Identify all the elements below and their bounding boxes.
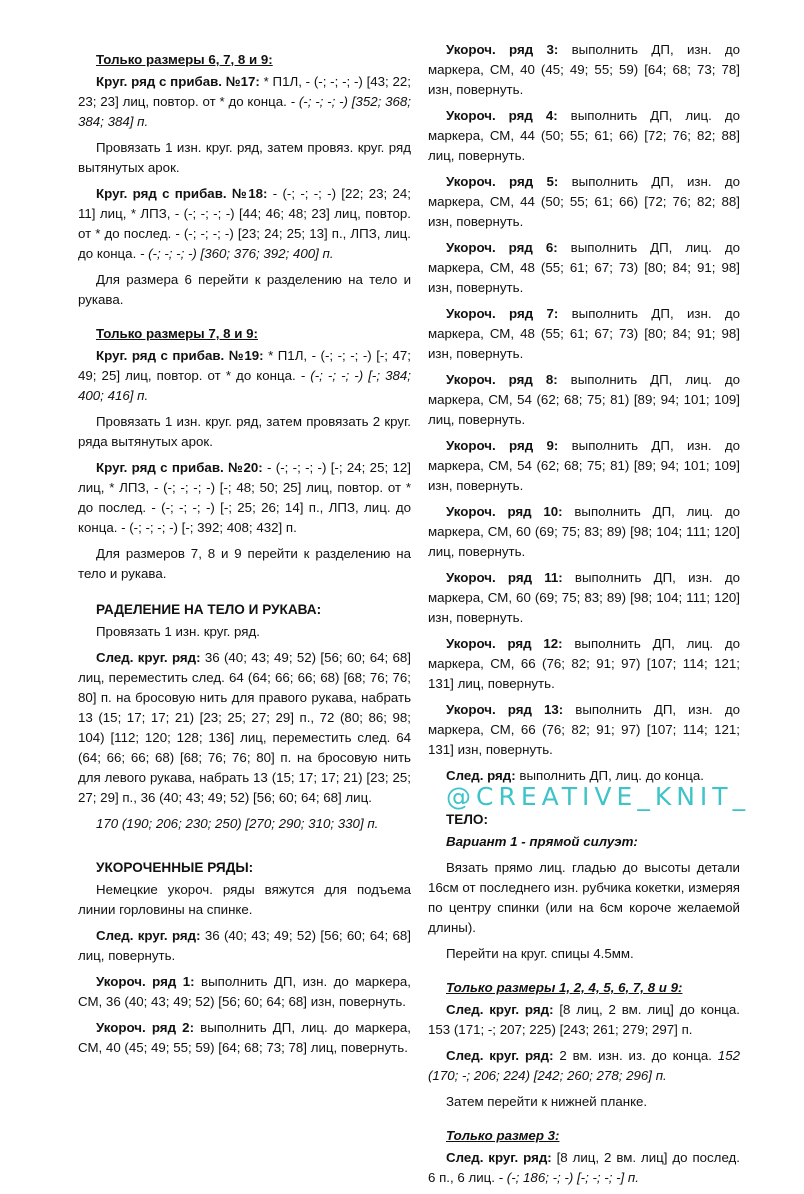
row-text: выполнить ДП, лиц. до маркера, СМ, 66 (76; 82; 91; 97) [107; 114; 121; 131] лиц, повернуть. [428,636,740,691]
row-label: След. круг. ряд: [446,1002,554,1017]
paragraph: Провязать 1 изн. круг. ряд. [96,624,260,639]
row-text: выполнить ДП, изн. до маркера, СМ, 36 (40; 43; 49; 52) [56; 60; 64; 68] изн, повернуть. [78,974,411,1009]
divide-round [78,648,411,808]
row-text: выполнить ДП, изн. до маркера, СМ, 60 (69; 75; 83; 89) [98; 104; 111; 120] изн, повернуть. [428,570,740,625]
row-label: Укороч. ряд 11: [446,570,563,585]
row-text: 36 (40; 43; 49; 52) [56; 60; 64; 68] лиц, переместить след. 64 (64; 66; 66; 68) [68; 76; 76; 80] п. на бросовую нить для правого рукава, набрать 13 (15; 17; 17; 21) [23; 25; 27; 29] п., 72 (80; 86; 98; 104) [112; 120; 128; 136] лиц, переместить след. 64 (64; 66; 66; 68) [68; 76; 76; 80] п. на бросовую нить для левого рукава, набрать 13 (15; 17; 17; 21) [23; 25; 27; 29] п., 36 (40; 43; 49; 52) [56; 60; 64; 68] лиц. [78,650,411,805]
row-label: Укороч. ряд 1: [96,974,195,989]
section-heading-divide: РАДЕЛЕНИЕ НА ТЕЛО И РУКАВА: [96,602,322,617]
paragraph: Затем перейти к нижней планке. [446,1094,648,1109]
row-label: След. круг. ряд: [446,1048,554,1063]
paragraph: Вязать прямо лиц. гладью до высоты детали 16см от последнего изн. рубчика кокетки, измеряя по центру спинки (или на 6см короче желаемой длины). [428,860,740,935]
row-text: выполнить ДП, лиц. до маркера, СМ, 48 (55; 61; 67; 73) [80; 84; 91; 98] изн, повернуть. [428,240,740,295]
paragraph: Для размера 6 перейти к разделению на тело и рукава. [78,272,411,307]
row-text: выполнить ДП, лиц. до маркера, СМ, 40 (45; 49; 55; 59) [64; 68; 73; 78] лиц, повернуть. [78,1020,411,1055]
row-text: [8 лиц, 2 вм. лиц] до послед. 6 п., 6 лиц. [428,1150,740,1185]
paragraph: Для размеров 7, 8 и 9 перейти к разделению на тело и рукава. [78,546,411,581]
right-column [428,40,751,1194]
row-count: - (-; -; -; -) [352; 368; 384; 384] п. [78,94,411,129]
row-text: выполнить ДП, изн. до маркера, СМ, 48 (55; 61; 67; 73) [80; 84; 91; 98] изн, повернуть. [428,306,740,361]
row-text: 36 (40; 43; 49; 52) [56; 60; 64; 68] лиц, повернуть. [78,928,411,963]
row-text: * П1Л, - (-; -; -; -) [-; 47; 49; 25] лиц, повтор. от * до конца. [78,348,411,383]
row-count: 152 (170; -; 206; 224) [242; 260; 278; 296] п. [428,1048,740,1083]
paragraph: Немецкие укороч. ряды вяжутся для подъема линии горловины на спинке. [78,882,411,917]
spacer [78,840,411,858]
short-row-9 [428,436,740,496]
row-label: Укороч. ряд 10: [446,504,563,519]
row-label: Укороч. ряд 8: [446,372,558,387]
short-row-1 [78,972,411,1012]
row-label: Укороч. ряд 9: [446,438,559,453]
row-text: выполнить ДП, изн. до маркера, СМ, 54 (62; 68; 75; 81) [89; 94; 101; 109] изн, повернуть. [428,438,740,493]
row-label: Укороч. ряд 5: [446,174,559,189]
increase-round-20 [78,458,411,538]
row-text: 2 вм. изн. из. до конца. [553,1048,712,1063]
row-text: выполнить ДП, изн. до маркера, СМ, 40 (45; 49; 55; 59) [64; 68; 73; 78] изн, повернуть. [428,42,740,97]
row-text: - (-; -; -; -) [22; 23; 24; 11] лиц, * ЛПЗ, - (-; -; -; -) [44; 46; 48; 23] лиц, повтор. от * до послед. - (-; -; -; -) [23; 24; 25; 13] п., ЛПЗ, лиц. до конца. [78,186,411,261]
row-text: * П1Л, - (-; -; -; -) [43; 22; 23; 23] лиц, повтор. от * до конца. [78,74,411,109]
watermark: @CREATIVE_KNIT_ [446,782,751,811]
short-row-5 [428,172,740,232]
short-row-4 [428,106,740,166]
section-header-sizes-7-9: Только размеры 7, 8 и 9: [96,326,258,341]
section-header-sizes-6-9: Только размеры 6, 7, 8 и 9: [96,52,273,67]
row-label: Укороч. ряд 4: [446,108,558,123]
row-text: выполнить ДП, лиц. до маркера, СМ, 44 (50; 55; 61; 66) [72; 76; 82; 88] лиц, повернуть. [428,108,740,163]
row-label: Круг. ряд с прибав. №19: [96,348,264,363]
row-label: Укороч. ряд 7: [446,306,559,321]
row-count: - (-; -; -; -) [360; 376; 392; 400] п. [136,246,334,261]
row-label: Укороч. ряд 6: [446,240,558,255]
short-row-12 [428,634,740,694]
paragraph: Перейти на круг. спицы 4.5мм. [446,946,634,961]
section-heading-short-rows: УКОРОЧЕННЫЕ РЯДЫ: [96,860,254,875]
short-row-3 [428,40,740,100]
row-label: Круг. ряд с прибав. №17: [96,74,260,89]
row-label: Укороч. ряд 3: [446,42,559,57]
short-row-10 [428,502,740,562]
left-column [78,40,411,1064]
row-label: След. круг. ряд: [96,928,201,943]
row-label: Круг. ряд с прибав. №20: [96,460,263,475]
section-header-sizes-all: Только размеры 1, 2, 4, 5, 6, 7, 8 и 9: [446,980,683,995]
paragraph: Провязать 1 изн. круг. ряд, затем провязать 2 круг. ряда вытянутых арок. [78,414,411,449]
short-row-7 [428,304,740,364]
section-heading-body: ТЕЛО: [446,812,489,827]
decrease-round-2 [428,1046,740,1086]
decrease-round-1 [428,1000,740,1040]
decrease-round-size-3 [428,1148,740,1188]
row-text: выполнить ДП, изн. до маркера, СМ, 44 (50; 55; 61; 66) [72; 76; 82; 88] изн, повернуть. [428,174,740,229]
stitch-count: 170 (190; 206; 230; 250) [270; 290; 310; 330] п. [96,816,379,831]
row-label: Укороч. ряд 2: [96,1020,194,1035]
variant-heading: Вариант 1 - прямой силуэт: [446,834,638,849]
increase-round-19 [78,346,411,406]
paragraph: Провязать 1 изн. круг. ряд, затем провяз. круг. ряд вытянутых арок. [78,140,411,175]
row-count: - (-; 186; -; -) [-; -; -; -] п. [494,1170,639,1185]
row-label: След. круг. ряд: [96,650,201,665]
row-text: выполнить ДП, лиц. до маркера, СМ, 54 (62; 68; 75; 81) [89; 94; 101; 109] лиц, повернуть. [428,372,740,427]
row-text: выполнить ДП, изн. до маркера, СМ, 66 (76; 82; 91; 97) [107; 114; 121; 131] изн, повернуть. [428,702,740,757]
short-row-8 [428,370,740,430]
short-row-13 [428,700,740,760]
row-count: - (-; -; -; -) [-; 384; 400; 416] п. [78,368,411,403]
increase-round-18 [78,184,411,264]
increase-round-17 [78,72,411,132]
row-label: Укороч. ряд 13: [446,702,564,717]
row-text: выполнить ДП, лиц. до маркера, СМ, 60 (69; 75; 83; 89) [98; 104; 111; 120] лиц, повернуть. [428,504,740,559]
row-label: Укороч. ряд 12: [446,636,563,651]
next-round [78,926,411,966]
row-text: [8 лиц, 2 вм. лиц] до конца. 153 (171; -; 207; 225) [243; 261; 279; 297] п. [428,1002,741,1037]
row-label: Круг. ряд с прибав. №18: [96,186,268,201]
short-row-11 [428,568,740,628]
row-label: След. круг. ряд: [446,1150,552,1165]
section-header-size-3: Только размер 3: [446,1128,560,1143]
row-text: - (-; -; -; -) [-; 24; 25; 12] лиц, * ЛПЗ, - (-; -; -; -) [-; 48; 50; 25] лиц, повтор. от * до послед. - (-; -; -; -) [-; 25; 26; 14] п., ЛПЗ, лиц. до конца. - (-; -; -; -) [-; 392; 408; 432] п. [78,460,411,535]
short-row-6 [428,238,740,298]
row-label: След. ряд: [446,768,516,783]
short-row-2 [78,1018,411,1058]
row-text: выполнить ДП, лиц. до конца. [515,768,704,783]
